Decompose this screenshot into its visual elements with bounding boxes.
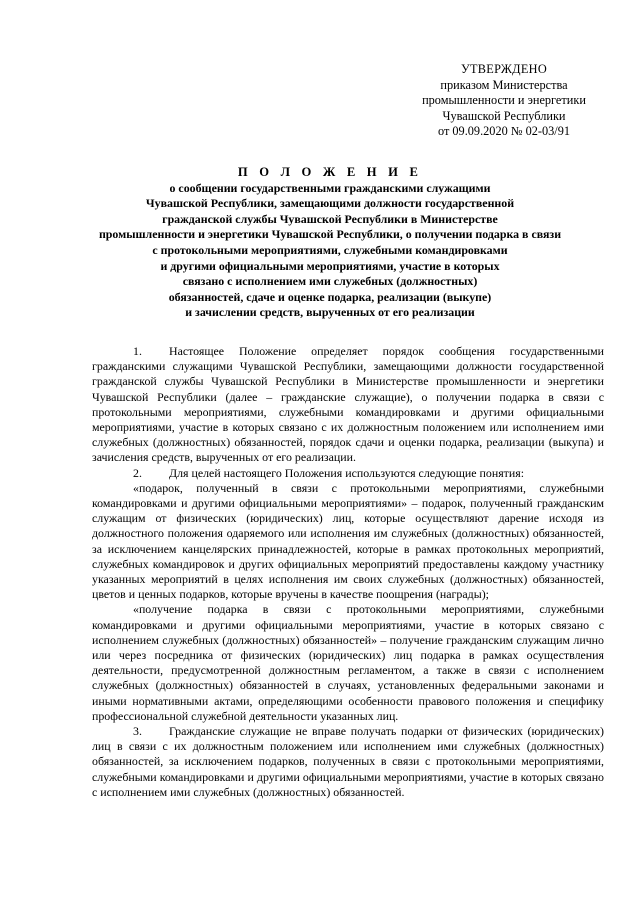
paragraph-number: 2.	[133, 465, 142, 480]
approval-line: промышленности и энергетики	[422, 93, 586, 108]
title-line: обязанностей, сдаче и оценке подарка, реализации (выкупе)	[168, 289, 492, 304]
title-line: гражданской службы Чувашской Республики в Министерстве	[162, 211, 498, 226]
title-line: о сообщении государственными гражданскими служащими	[169, 180, 491, 195]
paragraph-number: 3.	[133, 724, 142, 739]
title-line: связано с исполнением ими служебных (должностных)	[182, 274, 478, 289]
paragraph-text: Для целей настоящего Положения используются следующие понятия:	[169, 465, 524, 480]
document-body	[92, 344, 604, 800]
title-line: промышленности и энергетики Чувашской Республики, о получении подарка в связи	[98, 227, 562, 242]
paragraph-text: Гражданские служащие не вправе получать подарки от физических (юридических) лиц в связи с их должностным положением или исполнением ими служебных (должностных) обязанностей, за исключением подарков, полученных в связи с протокольными мероприятиями, служебными командировками и другими официальными мероприятиями, участие в которых связано с исполнением ими служебных (должностных) обязанностей.	[92, 724, 604, 799]
approval-line: Чувашской Республики	[442, 108, 566, 123]
paragraph-2	[92, 466, 604, 481]
approval-date-line: от 09.09.2020 № 02-03/91	[437, 124, 571, 139]
paragraph-text: «подарок, полученный в связи с протокольными мероприятиями, служебными командировками и другими официальными мероприятиями» – подарок, полученный гражданским служащим от физических (юридических) лиц, которые осуществляют дарение исходя из должностного положения одаряемого или исполнения им служебных (должностных) обязанностей, за исключением канцелярских принадлежностей, которые в рамках протокольных мероприятий, служебных командировок и других официальных мероприятий предоставлены каждому участнику указанных мероприятий в целях исполнения им своих служебных (должностных) обязанностей, цветов и ценных подарков, которые вручены в качестве поощрения (награды);	[92, 480, 604, 602]
document-title-block	[60, 165, 600, 321]
title-line: и зачислении средств, вырученных от его реализации	[185, 305, 475, 320]
title-line: Чувашской Республики, замещающими должности государственной	[145, 196, 515, 211]
title-line: с протокольными мероприятиями, служебными командировками	[152, 242, 508, 257]
paragraph-text: Настоящее Положение определяет порядок сообщения государственными гражданскими служащими Чувашской Республики, замещающими должности государственной гражданской службы Чувашской Республики в Министерстве промышленности и энергетики Чувашской Республики (далее – гражданские служащие), о получении подарка в связи с протокольными мероприятиями, служебными командировками и другими официальными мероприятиями, участие в которых связано с их должностным положением или исполнением ими служебных (должностных) обязанностей, порядок сдачи и оценки подарка, реализации (выкупа) и зачисления средств, вырученных от его реализации.	[92, 344, 604, 465]
approval-line: приказом Министерства	[440, 77, 568, 92]
paragraph-3	[92, 724, 604, 800]
paragraph-1	[92, 344, 604, 466]
paragraph-number: 1.	[133, 344, 142, 358]
document-title: П О Л О Ж Е Н И Е	[237, 165, 423, 179]
approval-heading: УТВЕРЖДЕНО	[460, 62, 548, 76]
title-line: и другими официальными мероприятиями, участие в которых	[160, 258, 500, 273]
paragraph-text: «получение подарка в связи с протокольными мероприятиями, служебными командировками и другими официальными мероприятиями, участие в которых связано с исполнением служебных (должностных) обязанностей» – получение гражданским служащим лично или через посредника от физических (юридических) лиц подарка в рамках осуществления деятельности, предусмотренной должностным регламентом, а также в связи с исполнением служебных (должностных) обязанностей в случаях, установленных федеральными законами и иными нормативными актами, определяющими особенности правового положения и специфику профессиональной служебной деятельности указанных лиц.	[92, 602, 604, 723]
definition-gift	[92, 481, 604, 603]
approval-stamp	[404, 62, 604, 140]
definition-receipt	[92, 602, 604, 724]
